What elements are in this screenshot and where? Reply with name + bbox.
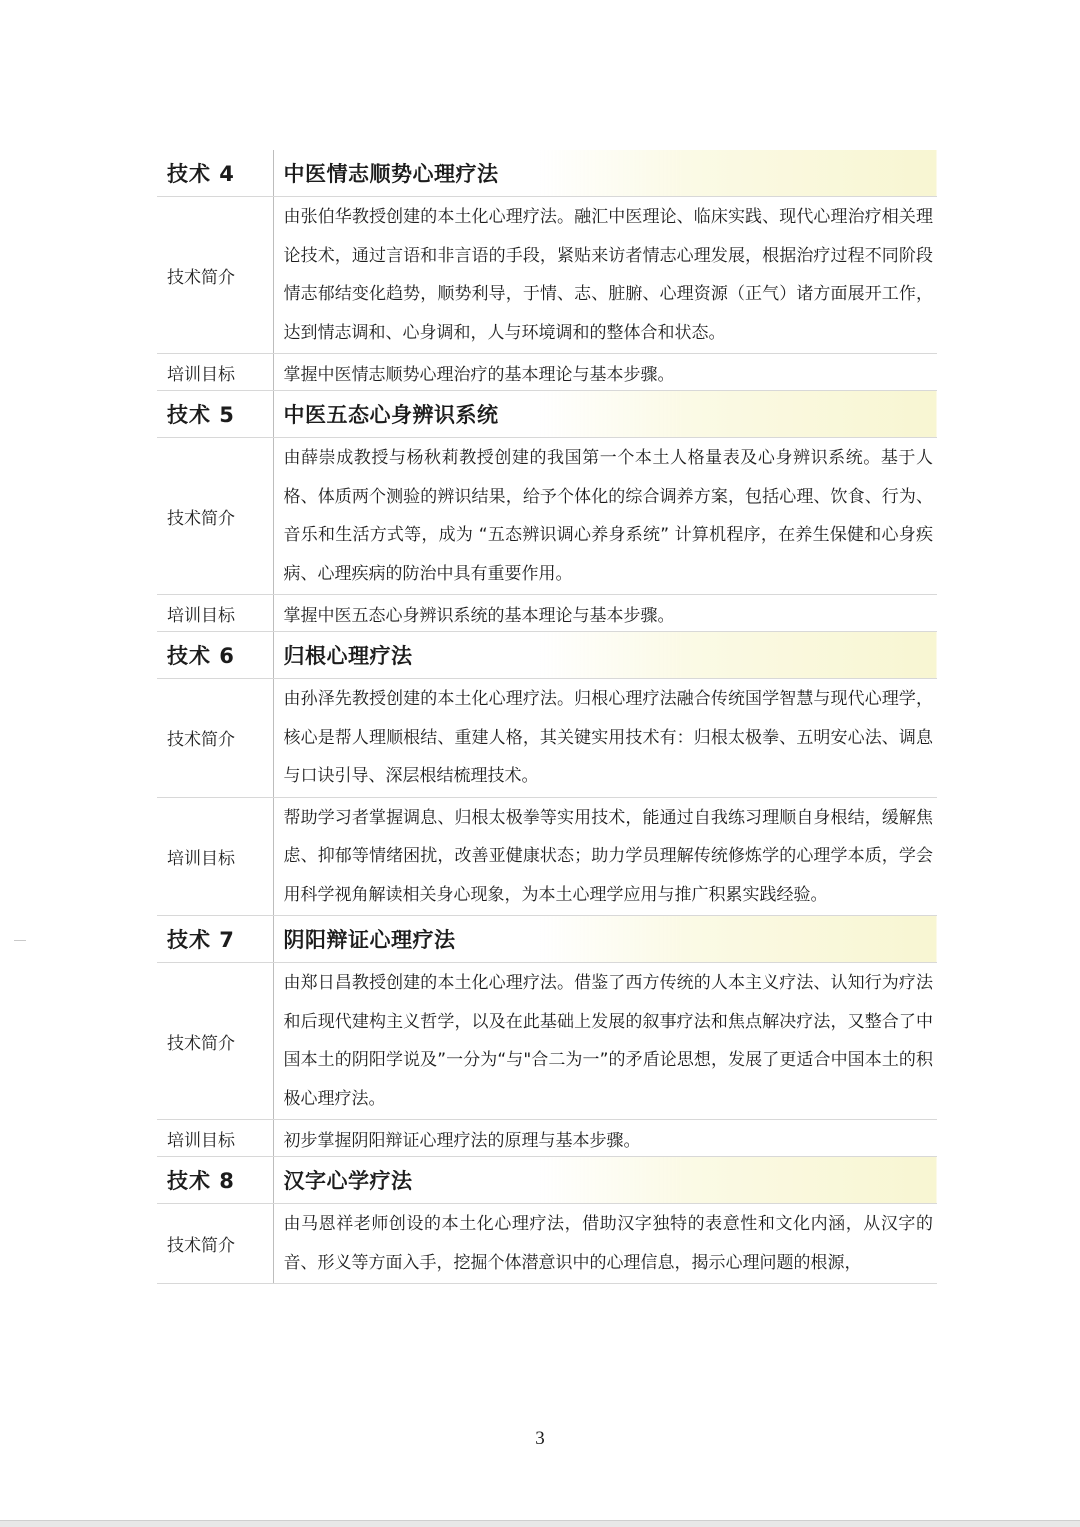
technique-header-row — [157, 916, 937, 963]
page-number: 3 — [535, 1428, 545, 1449]
technique-goal-row — [157, 797, 937, 916]
technique-goal-row — [157, 595, 937, 632]
technique-goal-row — [157, 1120, 937, 1157]
intro-text: 由马恩祥老师创设的本土化心理疗法，借助汉字独特的表意性和文化内涵，从汉字的音、形义等方面入手，挖掘个体潜意识中的心理信息，揭示心理问题的根源， — [273, 1204, 937, 1284]
goal-label: 培训目标 — [157, 354, 273, 391]
technique-number: 技术 5 — [157, 391, 273, 438]
intro-text: 由张伯华教授创建的本土化心理疗法。融汇中医理论、临床实践、现代心理治疗相关理论技术，通过言语和非言语的手段，紧贴来访者情志心理发展，根据治疗过程不同阶段情志郁结变化趋势，顺势利导，于情、志、脏腑、心理资源（正气）诸方面展开工作，达到情志调和、心身调和，人与环境调和的整体合和状态。 — [273, 197, 937, 354]
goal-text: 帮助学习者掌握调息、归根太极拳等实用技术，能通过自我练习理顺自身根结，缓解焦虑、抑郁等情绪困扰，改善亚健康状态；助力学员理解传统修炼学的心理学本质，学会用科学视角解读相关身心现象，为本土心理学应用与推广积累实践经验。 — [273, 797, 937, 916]
technique-intro-row — [157, 197, 937, 354]
technique-header-row — [157, 391, 937, 438]
goal-text: 初步掌握阴阳辩证心理疗法的原理与基本步骤。 — [273, 1120, 937, 1157]
intro-label: 技术简介 — [157, 197, 273, 354]
technique-title: 中医五态心身辨识系统 — [273, 391, 937, 438]
technique-title: 中医情志顺势心理疗法 — [273, 150, 937, 197]
intro-label: 技术简介 — [157, 1204, 273, 1284]
page-bottom-edge — [0, 1520, 1080, 1527]
goal-label: 培训目标 — [157, 595, 273, 632]
technique-header-row — [157, 632, 937, 679]
technique-title: 阴阳辩证心理疗法 — [273, 916, 937, 963]
technique-goal-row — [157, 354, 937, 391]
technique-number: 技术 6 — [157, 632, 273, 679]
goal-label: 培训目标 — [157, 1120, 273, 1157]
scan-mark — [14, 940, 26, 941]
intro-label: 技术简介 — [157, 438, 273, 595]
goal-text: 掌握中医情志顺势心理治疗的基本理论与基本步骤。 — [273, 354, 937, 391]
technique-title: 汉字心学疗法 — [273, 1157, 937, 1204]
technique-header-row — [157, 1157, 937, 1204]
technique-title: 归根心理疗法 — [273, 632, 937, 679]
intro-text: 由孙泽先教授创建的本土化心理疗法。归根心理疗法融合传统国学智慧与现代心理学，核心是帮人理顺根结、重建人格，其关键实用技术有：归根太极拳、五明安心法、调息与口诀引导、深层根结梳理技术。 — [273, 679, 937, 798]
intro-text: 由薛崇成教授与杨秋莉教授创建的我国第一个本土人格量表及心身辨识系统。基于人格、体质两个测验的辨识结果，给予个体化的综合调养方案，包括心理、饮食、行为、音乐和生活方式等，成为 “五态辨识调心养身系统” 计算机程序，在养生保健和心身疾病、心理疾病的防治中具有重要作用。 — [273, 438, 937, 595]
technique-intro-row — [157, 963, 937, 1120]
intro-text: 由郑日昌教授创建的本土化心理疗法。借鉴了西方传统的人本主义疗法、认知行为疗法和后现代建构主义哲学，以及在此基础上发展的叙事疗法和焦点解决疗法，又整合了中国本土的阴阳学说及”一分为“与"合二为一”的矛盾论思想，发展了更适合中国本土的积极心理疗法。 — [273, 963, 937, 1120]
technique-header-row — [157, 150, 937, 197]
technique-intro-row — [157, 679, 937, 798]
intro-label: 技术简介 — [157, 679, 273, 798]
intro-label: 技术简介 — [157, 963, 273, 1120]
goal-text: 掌握中医五态心身辨识系统的基本理论与基本步骤。 — [273, 595, 937, 632]
techniques-table — [157, 150, 937, 1284]
technique-number: 技术 4 — [157, 150, 273, 197]
goal-label: 培训目标 — [157, 797, 273, 916]
technique-intro-row — [157, 1204, 937, 1284]
technique-number: 技术 7 — [157, 916, 273, 963]
technique-number: 技术 8 — [157, 1157, 273, 1204]
technique-intro-row — [157, 438, 937, 595]
